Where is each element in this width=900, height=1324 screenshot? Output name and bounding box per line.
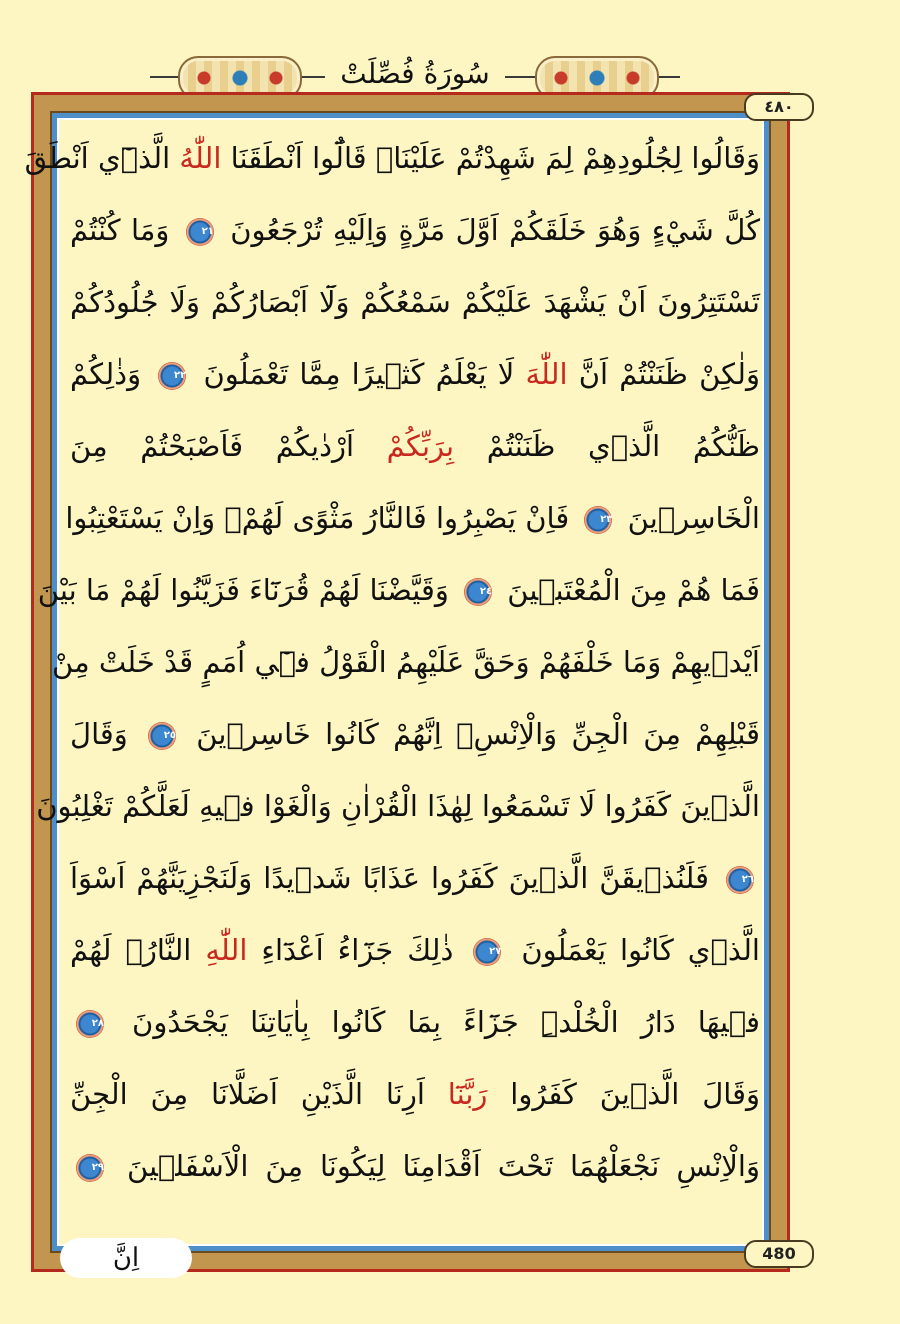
verse-text: فَلَنُذ۪يقَنَّ الَّذ۪ينَ كَفَرُوا عَذَابًا شَد۪يدًا وَلَنَجْزِيَنَّهُمْ اَسْوَاَ xyxy=(70,861,720,895)
verse-text: الَّذ۪ي كَانُوا يَعْمَلُونَ xyxy=(507,933,760,967)
text-line xyxy=(65,482,760,554)
verse-text: اَرْدٰيكُمْ فَاَصْبَحْتُمْ مِنَ xyxy=(70,429,387,463)
divine-name-text: اللّٰهُ xyxy=(179,141,222,175)
verse-text: ظَنُّكُمُ الَّذ۪ي ظَنَنْتُمْ xyxy=(454,429,760,463)
ayah-marker-icon: ٢٢ xyxy=(158,362,186,390)
text-line xyxy=(70,338,760,410)
text-line xyxy=(70,698,760,770)
verse-text: ف۪يهَا دَارُ الْخُلْدِۜ جَزَٓاءً بِمَا كَانُوا بِاٰيَاتِنَا يَجْحَدُونَ xyxy=(110,1005,760,1039)
verse-text: اَرِنَا الَّذَيْنِ اَضَلَّانَا مِنَ الْجِنِّ xyxy=(70,1077,448,1111)
ayah-marker-icon: ٢٥ xyxy=(148,722,176,750)
verse-text: وَقَيَّضْنَا لَهُمْ قُرَنَٓاءَ فَزَيَّنُوا لَهُمْ مَا بَيْنَ xyxy=(37,573,459,607)
text-line xyxy=(70,914,760,986)
verse-text: ذٰلِكَ جَزَٓاءُ اَعْدَٓاءِ xyxy=(247,933,468,967)
verse-text: وَقَالُوا لِجُلُودِهِمْ لِمَ شَهِدْتُمْ عَلَيْنَاۜ قَالُٓوا اَنْطَقَنَا xyxy=(221,141,760,175)
text-line xyxy=(52,626,760,698)
verse-text: وَقَالَ xyxy=(70,717,143,751)
divine-name-text: رَبَّنَٓا xyxy=(447,1077,488,1111)
ayah-marker-icon: ٢٣ xyxy=(584,506,612,534)
page-header xyxy=(150,50,680,98)
verse-text: لَا يَعْلَمُ كَث۪يرًا مِمَّا تَعْمَلُونَ xyxy=(192,357,526,391)
quran-text xyxy=(24,122,761,1202)
ayah-marker-icon: ٢١ xyxy=(186,218,214,246)
catchword: اِنَّ xyxy=(60,1238,192,1278)
verse-text: وَلٰكِنْ ظَنَنْتُمْ اَنَّ xyxy=(567,357,761,391)
text-line xyxy=(70,986,760,1058)
verse-text: كُلَّ شَيْءٍ وَهُوَ خَلَقَكُمْ اَوَّلَ مَرَّةٍ وَاِلَيْهِ تُرْجَعُونَ xyxy=(219,213,760,247)
text-line xyxy=(70,194,760,266)
text-line xyxy=(70,1058,760,1130)
verse-text: فَاِنْ يَصْبِرُوا فَالنَّارُ مَثْوًى لَهُمْۚ وَاِنْ يَسْتَعْتِبُوا xyxy=(65,501,579,535)
text-line xyxy=(70,410,760,482)
text-line xyxy=(70,842,760,914)
verse-text: الْخَاسِر۪ينَ xyxy=(618,501,760,535)
verse-text: وَقَالَ الَّذ۪ينَ كَفَرُوا xyxy=(487,1077,760,1111)
surah-title: سُورَةُ فُصِّلَتْ xyxy=(325,54,505,94)
ayah-marker-icon: ٢٩ xyxy=(76,1154,104,1182)
divine-name-text: بِرَبِّكُمْ xyxy=(386,429,455,463)
ayah-marker-icon: ٢٤ xyxy=(464,578,492,606)
verse-text: وَالْاِنْسِ نَجْعَلْهُمَا تَحْتَ اَقْدَامِنَا لِيَكُونَا مِنَ الْاَسْفَل۪ينَ xyxy=(110,1149,760,1183)
text-line xyxy=(36,770,760,842)
ayah-marker-icon: ٢٨ xyxy=(76,1010,104,1038)
verse-text: الَّذ۪ينَ كَفَرُوا لَا تَسْمَعُوا لِهٰذَا الْقُرْاٰنِ وَالْغَوْا ف۪يهِ لَعَلَّكُمْ تَغْلِبُونَ xyxy=(36,789,760,823)
verse-text: اَيْد۪يهِمْ وَمَا خَلْفَهُمْ وَحَقَّ عَلَيْهِمُ الْقَوْلُ ف۪ٓي اُمَمٍ قَدْ خَلَتْ مِنْ xyxy=(52,645,760,679)
verse-text: الَّذ۪ٓي اَنْطَقَ xyxy=(24,141,180,175)
ayah-marker-icon: ٢٧ xyxy=(473,938,501,966)
page-number-top: ٤٨٠ xyxy=(744,93,814,121)
page-number-bottom: 480 xyxy=(744,1240,814,1268)
verse-text: قَبْلِهِمْ مِنَ الْجِنِّ وَالْاِنْسِۚ اِنَّهُمْ كَانُوا خَاسِر۪ينَ xyxy=(182,717,760,751)
divine-name-text: اللّٰهَ xyxy=(525,357,568,391)
verse-text: وَذٰلِكُمْ xyxy=(70,357,153,391)
verse-text: النَّارُۚ لَهُمْ xyxy=(70,933,206,967)
verse-text: تَسْتَتِرُونَ اَنْ يَشْهَدَ عَلَيْكُمْ سَمْعُكُمْ وَلَٓا اَبْصَارُكُمْ وَلَا جُلُودُكُمْ xyxy=(70,285,760,319)
verse-text: وَمَا كُنْتُمْ xyxy=(70,213,180,247)
ayah-marker-icon: ٢٦ xyxy=(726,866,754,894)
text-line xyxy=(37,554,760,626)
verse-text: فَمَا هُمْ مِنَ الْمُعْتَب۪ينَ xyxy=(498,573,760,607)
text-line xyxy=(70,266,760,338)
text-line xyxy=(70,1130,760,1202)
text-line xyxy=(24,122,760,194)
divine-name-text: اللّٰهِ xyxy=(205,933,248,967)
